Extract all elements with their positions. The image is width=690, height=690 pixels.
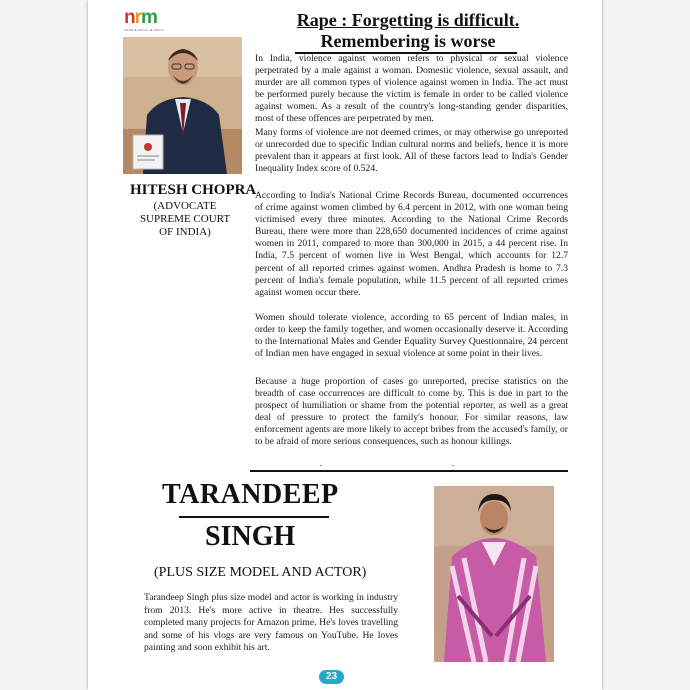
- author-role: (ADVOCATE SUPREME COURT OF INDIA): [139, 200, 231, 238]
- divider-dots: [318, 465, 458, 466]
- article-paragraph-5: Because a huge proportion of cases go unreported, precise statistics on the breadth of case occurrences are difficult to come by. This is due in part to the prospect of humiliation or shame from the potential reporter, as well as a great deal of pressure to protect the family's honour. For similar reasons, law enforcement agents are more likely to accept bribes from the accused's family, or to be afraid of more serious consequences, such as honour killings.: [255, 376, 568, 448]
- magazine-page: [88, 0, 602, 690]
- logo-tagline: NEWS ■ RETAIL ■ MEDIA: [124, 28, 164, 32]
- article-paragraph-3: According to India's National Crime Records Bureau, documented occurrences of crime against women climbed by 6.4 percent in 2012, with one woman being victimised every three minutes. According to the National Crime Records Bureau, there were more than 228,650 documented incidences of crime against women in 2011, compared to more than 300,000 in 2015, a 44 percent rise. In India, 7.5 percent of women live in West Bengal, which accounts for 12.7 percent of all reported crimes against women. Andhra Pradesh is home to 7.3 percent of India's female population, while 11.5 percent of all reported crimes against women occur there.: [255, 190, 568, 298]
- section-divider: [250, 470, 568, 472]
- profile-name-line1: TARANDEEP: [162, 479, 339, 510]
- logo-letter-m: m: [141, 7, 157, 28]
- profile-name-rule: [179, 516, 329, 518]
- profile-role: (PLUS SIZE MODEL AND ACTOR): [154, 565, 367, 580]
- profile-bio: Tarandeep Singh plus size model and actor is working in industry from 2013. He's more active in theatre. Hes successfully completed many projects for Amazon prime. He's loves travelling and some of his vlogs are very famous on YouTube. He loves painting and soon exhibit his art.: [144, 592, 398, 654]
- author-photo: [123, 37, 242, 174]
- logo-letter-r: r: [134, 7, 142, 28]
- profile-photo: [434, 486, 554, 662]
- logo-letter-n: n: [124, 7, 135, 28]
- article-paragraph-1: In India, violence against women refers to physical or sexual violence perpetrated by a male against a woman. Domestic violence, sexual assault, and murder are all common types of violence against women in India. The act must be performed purely because the victim is female in order to be called violence against women. As a result of the country's long-standing gender disparities, most of these offences are perpetrated by men.: [255, 53, 568, 125]
- article-title-line2: Remembering is worse: [320, 31, 496, 51]
- article-paragraph-2: Many forms of violence are not deemed crimes, or may otherwise go unreported or unrecorded due to specific Indian cultural norms and beliefs, hence it is more prevalent than it appears at first look. All of these factors lead to India's Gender Inequality Index score of 0.524.: [255, 127, 568, 175]
- article-paragraph-4: Women should tolerate violence, according to 65 percent of Indian males, in order to keep the family together, and women occasionally deserve it. According to the International Males and Gender Equality Survey Questionnaire, 24 percent of Indian men have engaged in sexual violence at some point in their lives.: [255, 312, 568, 360]
- page-number-badge: 23: [319, 670, 344, 684]
- publication-logo: [124, 8, 184, 34]
- profile-name-line2: SINGH: [205, 521, 296, 552]
- author-name: HITESH CHOPRA: [130, 182, 257, 198]
- article-title-line1: Rape : Forgetting is difficult.: [296, 10, 520, 30]
